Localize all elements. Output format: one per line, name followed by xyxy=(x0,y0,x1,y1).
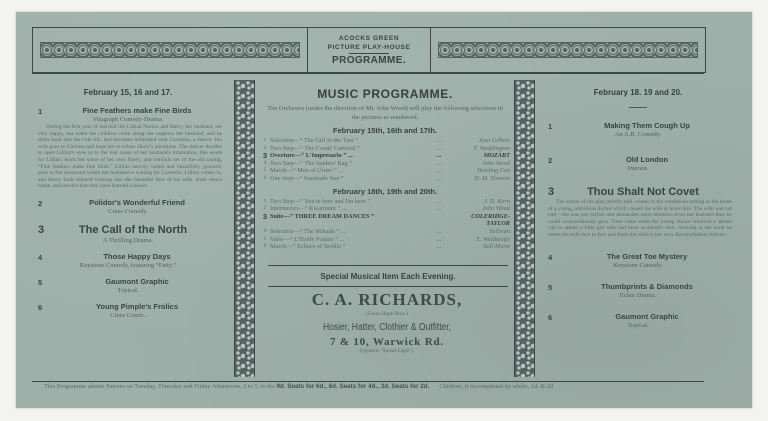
header-divider xyxy=(349,53,389,54)
ornament-band xyxy=(438,42,698,58)
film-number: 2 xyxy=(548,156,553,165)
film-item xyxy=(30,253,226,269)
venue-line-1: ACOCKS GREEN xyxy=(338,34,400,42)
film-number: 1 xyxy=(548,122,553,131)
film-item xyxy=(540,313,736,329)
ornament-column-left xyxy=(234,80,255,377)
film-item xyxy=(540,283,736,299)
music-composer: Neil Moret xyxy=(482,243,510,251)
film-number: 1 xyxy=(38,107,43,116)
leader-dots: ... xyxy=(436,197,442,205)
film-number: 2 xyxy=(38,198,43,208)
music-piece: Overture—“ L'Impresario ” ... xyxy=(270,152,353,160)
right-column xyxy=(540,80,736,338)
film-number: 5 xyxy=(38,277,43,287)
music-piece: March—“ Men of Ulster ” ... xyxy=(270,167,344,175)
music-piece: One Step—“ Sunshade Sue ” xyxy=(270,174,344,182)
music-piece: Two Step—“ The Spiders' Rag ” xyxy=(270,159,352,167)
music-row xyxy=(260,167,510,175)
music-piece: Intermezzo—“ Kwarmoni ” ... xyxy=(270,205,347,213)
film-title: Making Them Cough Up xyxy=(604,121,690,130)
film-title: Gaumont Graphic xyxy=(105,276,169,286)
music-row xyxy=(260,137,510,145)
film-item xyxy=(30,278,226,294)
music-piece: Selection—“ The Mikado ” ... xyxy=(270,227,346,235)
admission-footer xyxy=(44,383,734,390)
music-piece: Two Step—“ You're here and I'm here ” xyxy=(270,197,371,205)
film-title: Thou Shalt Not Covet xyxy=(587,186,699,198)
film-number: 5 xyxy=(548,282,553,292)
music-composer: Jean Gilbert xyxy=(478,137,510,144)
music-number: 4 xyxy=(263,159,267,166)
film-number: 3 xyxy=(548,186,555,198)
music-date-heading: February 18th, 19th and 20th. xyxy=(332,186,438,196)
footer-afternoon-note xyxy=(44,383,429,390)
music-number: 4 xyxy=(263,227,267,234)
music-composer: Harding Cox xyxy=(477,167,510,175)
music-number: 6 xyxy=(263,174,267,181)
film-title: Old London xyxy=(625,155,669,164)
film-item xyxy=(540,253,736,269)
music-piece: Valse—“ L'Etoile Polaire ” ... xyxy=(270,235,345,243)
music-composer: COLERIDGE-TAYLOR xyxy=(471,212,510,228)
film-number: 6 xyxy=(38,302,43,312)
venue-line-2: PICTURE PLAY-HOUSE xyxy=(327,43,411,51)
music-piece: Suite—“ THREE DREAM DANCES ” xyxy=(270,212,375,220)
film-genre: Keystone Comedy, featuring “Fatty.” xyxy=(79,261,177,269)
music-number: 2 xyxy=(263,205,267,212)
music-intro: The Orchestra (under the direction of Mr. John Wood) will play the following selections to the pictures as numbered. xyxy=(267,105,503,121)
film-number: 4 xyxy=(38,252,43,262)
music-row xyxy=(260,152,510,160)
film-synopsis: During the first year of married life Lillian Norton and Harry, her husband, are very happy, but when the children come along she neglects her husband, and he drifts back into the club life, and becomes infatuated with Carmelia, a dancer. His wife goes to Carlotta and begs her to refuse Harry's attentions. The dancer decides to open Lillian's eyes as to the real cause of her husband's infatuation. She sends for Lillian, lends her some of her own finery, and reminds her of the old saying, “Fine feathers make fine birds.” Lillian heavily veiled and beautifully gowned, goes to the restaurant where her husband is waiting for Carmelia. Lillian comes in, and Harry finds himself looking into the beautiful face of his wife. Both return home, and resolve that they have learned a lesson. xyxy=(38,124,222,190)
music-composer: F. Waddington xyxy=(473,144,510,152)
film-number: 3 xyxy=(38,223,45,236)
music-composer: John Wood xyxy=(482,159,510,167)
leader-dots: ... xyxy=(436,227,442,235)
music-composer: MOZART xyxy=(483,152,510,160)
ornament-column-right xyxy=(514,80,535,377)
film-title: Young Pimple's Frolics xyxy=(95,301,179,311)
leader-dots: ... xyxy=(436,174,442,182)
music-piece: Selection—“ The Girl in the Taxi ” xyxy=(270,137,359,144)
header-title-box xyxy=(307,28,431,72)
short-divider xyxy=(629,107,647,108)
film-number: 4 xyxy=(548,252,553,262)
film-item xyxy=(30,107,226,190)
music-composer: Sullivan xyxy=(489,227,510,235)
header-rule xyxy=(32,73,704,74)
music-row xyxy=(260,175,510,183)
film-synopsis: The action of the play, briefly told, relates to the conditions arising in the home of a young, ambitious doctor which caused his wife to leave him. The wife was not bad—she was just selfish and demanded more attention from her husband than he could conscientiously give. Time came when the young doctor received a 'phone call to attend a little girl who had been accidently shot. Arriving at the hotel he meets his wife face to face and finds the child is her own. Reconciliation follows. xyxy=(548,199,732,238)
film-title: Those Happy Days xyxy=(103,251,171,261)
advertiser-origin: (From Hope Bros.) xyxy=(365,311,408,317)
programme-header xyxy=(32,27,706,73)
advertiser-landmark: (Opposite “Spread Eagle”). xyxy=(359,349,415,354)
film-item xyxy=(540,122,736,138)
music-row xyxy=(260,243,510,251)
film-title: The Call of the North xyxy=(78,223,188,236)
music-row xyxy=(260,236,510,244)
film-title: Thumbprints & Diamonds xyxy=(601,281,693,291)
film-title: Fine Feathers make Fine Birds xyxy=(82,106,192,115)
music-piece: Two Step—“ The Count' Carnival ” xyxy=(270,144,360,152)
film-genre: Eclair Drama. xyxy=(619,291,657,299)
music-row xyxy=(260,213,510,228)
film-genre: Cines Comic. xyxy=(110,311,146,319)
music-programme xyxy=(260,80,510,251)
left-column xyxy=(30,80,226,328)
music-number: 3 xyxy=(262,151,268,161)
footer-text: This Programme admits Patrons on Tuesday, Thursday and Friday Afternoons, 3 to 5, to the xyxy=(44,383,275,390)
music-row xyxy=(260,205,510,213)
film-genre: Vitagraph Comedy-Drama. xyxy=(92,116,164,123)
music-date-heading: February 15th, 16th and 17th. xyxy=(332,126,438,135)
music-piece: March—“ Echoes of Seville ” xyxy=(270,243,346,251)
left-date-heading: February 15, 16 and 17. xyxy=(83,88,173,97)
music-composer: E. Waldteufel xyxy=(476,235,510,243)
special-musical-item: Special Musical Item Each Evening. xyxy=(268,265,508,287)
film-genre: Keystone Comedy. xyxy=(613,261,663,269)
music-number: 1 xyxy=(263,137,267,143)
film-genre: Interest. xyxy=(627,165,649,172)
programme-title: PROGRAMME. xyxy=(332,54,406,66)
advertiser-trade: Hosier, Hatter, Clothier & Outfitter, xyxy=(322,322,452,333)
music-row xyxy=(260,145,510,153)
film-title: The Great Toe Mystery xyxy=(606,251,688,261)
film-number: 6 xyxy=(548,312,553,322)
film-item xyxy=(30,199,226,215)
leader-dots: ... xyxy=(436,235,442,243)
music-number: 5 xyxy=(263,167,267,174)
footer-rule xyxy=(32,381,704,382)
film-item xyxy=(540,156,736,172)
film-genre: A Thrilling Drama. xyxy=(103,236,153,244)
film-genre: Topical. xyxy=(627,321,649,329)
music-composer: John Wood xyxy=(482,205,510,213)
music-number: 2 xyxy=(263,144,267,151)
leader-dots: ... xyxy=(436,152,442,160)
advertisement xyxy=(262,290,512,354)
leader-dots: ... xyxy=(436,159,442,167)
film-item xyxy=(540,186,736,239)
film-genre: Topical. xyxy=(117,286,139,294)
film-title: Polidor's Wonderful Friend xyxy=(89,197,185,207)
footer-seat-prices: 9d. Seats for 6d., 6d. Seats for 4d., 3d. Seats for 2d. xyxy=(276,383,430,390)
advertiser-name: C. A. RICHARDS, xyxy=(311,290,463,309)
music-composer: J. D. Kern xyxy=(483,197,510,205)
ornament-band xyxy=(40,42,300,58)
leader-dots: ... xyxy=(436,137,442,144)
leader-dots: ... xyxy=(436,144,442,152)
advertiser-address: 7 & 10, Warwick Rd. xyxy=(329,336,444,348)
music-number: 3 xyxy=(262,211,268,221)
music-number: 5 xyxy=(263,235,267,242)
film-genre: An A.B. Comedy. xyxy=(614,131,662,138)
film-genre: Cines Comedy. xyxy=(108,207,148,215)
music-number: 1 xyxy=(263,197,267,204)
film-title: Gaumont Graphic xyxy=(615,311,679,321)
film-item xyxy=(30,224,226,244)
music-number: 6 xyxy=(263,243,267,250)
leader-dots: ... xyxy=(436,167,442,175)
header-ornament-right xyxy=(431,28,705,72)
right-date-heading: February 18. 19 and 20. xyxy=(593,88,683,97)
music-composer: H. M. Tennent xyxy=(474,174,510,182)
music-row xyxy=(260,228,510,236)
music-row xyxy=(260,160,510,168)
footer-children-note: Children, if accompanied by adults, 1d. & 2d xyxy=(439,383,554,390)
leader-dots: ... xyxy=(436,243,442,251)
leader-dots xyxy=(426,213,452,228)
music-title: MUSIC PROGRAMME. xyxy=(317,87,453,101)
header-ornament-left xyxy=(33,28,307,72)
leader-dots: ... xyxy=(436,205,442,213)
film-item xyxy=(30,303,226,319)
music-row xyxy=(260,198,510,206)
